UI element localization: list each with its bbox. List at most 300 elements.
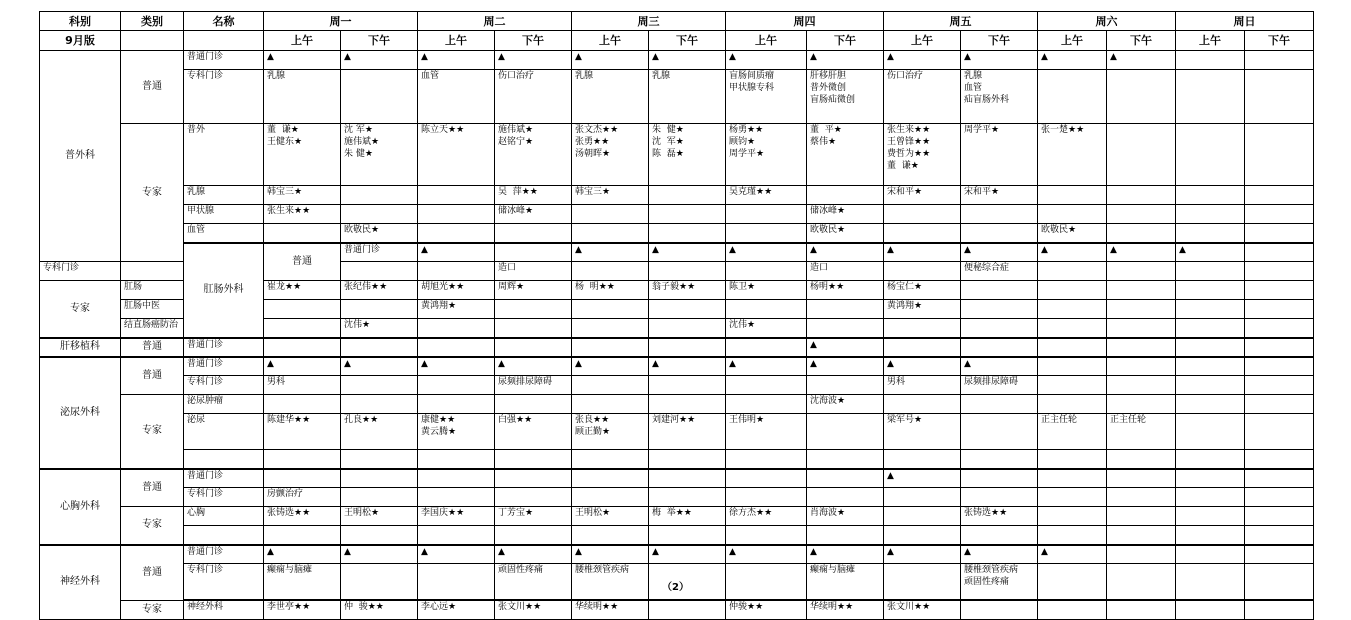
schedule-cell [726,224,807,243]
schedule-cell [264,526,341,545]
schedule-cell [649,262,726,281]
schedule-cell [649,186,726,205]
schedule-cell [884,319,961,338]
schedule-cell [1245,601,1314,620]
schedule-cell [884,224,961,243]
header-am: 上午 [418,31,495,51]
schedule-cell [264,395,341,414]
schedule-cell: ▲ [264,545,341,564]
schedule-cell: ▲ [341,51,418,70]
schedule-cell: 欧敬民★ [807,224,884,243]
schedule-cell: 胡旭光★★ [418,281,495,300]
schedule-cell [649,450,726,469]
schedule-cell: 吴克瑾★★ [726,186,807,205]
schedule-cell: 韩宝三★ [264,186,341,205]
clinic-name-cell: 肛肠中医 [121,300,184,319]
schedule-cell [807,414,884,450]
schedule-cell: 周辉★ [495,281,572,300]
category-cell: 普通 [121,469,184,507]
table-row [40,224,1314,243]
schedule-cell [341,526,418,545]
category-cell: 专家 [121,601,184,620]
schedule-cell: ▲ [884,545,961,564]
clinic-name-cell: 专科门诊 [184,70,264,124]
clinic-name-cell: 普通门诊 [184,338,264,357]
header-day-tue: 周二 [418,12,572,31]
schedule-cell [1038,376,1107,395]
schedule-cell [726,450,807,469]
schedule-cell [1038,262,1107,281]
schedule-cell [726,376,807,395]
schedule-cell: 徐方杰★★ [726,507,807,526]
schedule-cell [649,300,726,319]
schedule-cell [807,376,884,395]
header-pm: 下午 [961,31,1038,51]
schedule-cell: 白强★★ [495,414,572,450]
schedule-cell [1038,488,1107,507]
schedule-cell [807,186,884,205]
clinic-name-cell: 普通门诊 [184,357,264,376]
schedule-cell [1245,262,1314,281]
schedule-cell: 崔龙★★ [264,281,341,300]
schedule-cell: ▲ [961,51,1038,70]
schedule-cell [1107,376,1176,395]
schedule-cell [1038,450,1107,469]
schedule-cell [1176,601,1245,620]
schedule-cell [1176,205,1245,224]
schedule-cell [572,526,649,545]
schedule-cell [1107,205,1176,224]
schedule-cell: ▲ [726,51,807,70]
schedule-cell [1245,186,1314,205]
schedule-cell: 乳腺 [572,70,649,124]
category-cell: 普通 [121,357,184,395]
schedule-cell [884,488,961,507]
schedule-cell: 张文杰★★ 张勇★★ 汤朝晖★ [572,124,649,186]
schedule-cell [1038,186,1107,205]
schedule-cell: 黄鸿翔★ [884,300,961,319]
schedule-cell [1176,357,1245,376]
schedule-cell [807,526,884,545]
schedule-cell [1107,70,1176,124]
header-day-sat: 周六 [1038,12,1176,31]
schedule-cell: 宋和平★ [961,186,1038,205]
schedule-cell: 张良★★ 顾正勤★ [572,414,649,450]
schedule-cell [1176,450,1245,469]
schedule-cell: 杨明★★ [807,281,884,300]
schedule-cell [649,469,726,488]
table-row [40,488,1314,507]
schedule-cell: ▲ [1038,545,1107,564]
category-cell: 普通 [121,338,184,357]
category-cell: 普通 [264,243,341,281]
schedule-cell [341,395,418,414]
table-row [40,357,1314,376]
table-row [40,205,1314,224]
schedule-cell: ▲ [1176,243,1245,262]
schedule-cell [1107,186,1176,205]
schedule-cell: 沈海波★ [807,395,884,414]
department-cell: 普外科 [40,51,121,262]
schedule-cell [961,281,1038,300]
schedule-cell: 康健★★ 黄云腾★ [418,414,495,450]
table-row [40,526,1314,545]
schedule-cell [495,319,572,338]
schedule-cell [418,395,495,414]
schedule-cell [341,262,418,281]
schedule-cell: ▲ [418,545,495,564]
header-day-fri: 周五 [884,12,1038,31]
category-cell: 专家 [40,281,121,338]
schedule-cell: ▲ [726,545,807,564]
schedule-cell [1176,414,1245,450]
schedule-cell: ▲ [418,243,495,262]
schedule-cell: ▲ [961,357,1038,376]
schedule-cell: 张生来★★ [264,205,341,224]
schedule-cell: 张纪伟★★ [341,281,418,300]
schedule-cell [1038,357,1107,376]
schedule-cell [726,262,807,281]
schedule-cell [572,262,649,281]
schedule-cell [807,300,884,319]
table-row [40,70,1314,124]
schedule-cell [1107,224,1176,243]
schedule-cell: 华续明★★ [807,601,884,620]
schedule-cell: ▲ [1107,243,1176,262]
schedule-cell [1038,601,1107,620]
schedule-cell: ▲ [572,357,649,376]
schedule-cell [1176,186,1245,205]
schedule-cell [884,526,961,545]
schedule-cell: ▲ [649,243,726,262]
schedule-cell: 便秘综合症 [961,262,1038,281]
header-day-thu: 周四 [726,12,884,31]
schedule-cell [418,526,495,545]
schedule-cell [884,450,961,469]
schedule-cell [495,395,572,414]
schedule-cell [418,469,495,488]
schedule-cell [495,450,572,469]
schedule-cell: 翁子毅★★ [649,281,726,300]
schedule-cell: 乳腺 [264,70,341,124]
table-row [40,124,1314,186]
header-pm: 下午 [807,31,884,51]
schedule-cell [1245,51,1314,70]
schedule-cell [572,450,649,469]
schedule-cell [1107,450,1176,469]
schedule-cell: ▲ [264,357,341,376]
schedule-cell: 张铸选★★ [961,507,1038,526]
schedule-cell [1038,526,1107,545]
schedule-cell: ▲ [495,357,572,376]
clinic-name-cell [184,450,264,469]
schedule-cell: 储冰峰★ [495,205,572,224]
schedule-cell [1107,338,1176,357]
department-cell: 泌尿外科 [40,357,121,469]
schedule-cell: ▲ [961,243,1038,262]
schedule-cell: 伤口治疗 [884,70,961,124]
schedule-cell [495,224,572,243]
header-day-sun: 周日 [1176,12,1314,31]
schedule-cell [1038,205,1107,224]
schedule-cell [961,601,1038,620]
schedule-cell [1245,488,1314,507]
schedule-cell: 张生来★★ 王曾锋★★ 费哲为★★ 董 谦★ [884,124,961,186]
schedule-table [39,11,1314,620]
schedule-cell: 孔良★★ [341,414,418,450]
schedule-cell: 仲 骏★★ [341,601,418,620]
schedule-cell: 欧敬民★ [1038,224,1107,243]
header-blank [184,31,264,51]
schedule-cell: 血管 [418,70,495,124]
schedule-cell [1245,414,1314,450]
schedule-cell [1038,319,1107,338]
schedule-cell [961,300,1038,319]
schedule-cell: 张文川★★ [884,601,961,620]
table-row [40,414,1314,450]
schedule-cell [1245,124,1314,186]
department-cell: 肛肠外科 [184,243,264,338]
header-am: 上午 [1038,31,1107,51]
schedule-cell [649,601,726,620]
schedule-cell [884,338,961,357]
schedule-cell [264,338,341,357]
page-number: （2） [662,582,689,593]
schedule-cell: ▲ [807,545,884,564]
schedule-cell [1245,545,1314,564]
schedule-cell [264,450,341,469]
schedule-cell [264,469,341,488]
schedule-cell [961,224,1038,243]
header-am: 上午 [884,31,961,51]
schedule-cell [341,450,418,469]
schedule-cell: 腰椎颈管疾病 顽固性疼痛 [961,564,1038,600]
header-pm: 下午 [341,31,418,51]
schedule-cell: 杨 明★★ [572,281,649,300]
department-cell: 肝移植科 [40,338,121,357]
schedule-cell [495,243,572,262]
schedule-cell [1176,319,1245,338]
schedule-cell [1176,70,1245,124]
schedule-cell: ▲ [649,545,726,564]
schedule-cell [1176,338,1245,357]
category-cell: 专家 [121,507,184,545]
schedule-cell [1245,300,1314,319]
clinic-name-cell: 普通门诊 [184,469,264,488]
schedule-cell: 宋和平★ [884,186,961,205]
schedule-cell [1176,395,1245,414]
schedule-cell: ▲ [884,357,961,376]
schedule-cell [572,469,649,488]
schedule-cell: ▲ [1107,51,1176,70]
clinic-name-cell: 结直肠癌防治 [121,319,184,338]
schedule-cell [341,469,418,488]
schedule-cell [1245,281,1314,300]
schedule-cell [1107,395,1176,414]
schedule-cell: 乳腺 [649,70,726,124]
schedule-cell [649,224,726,243]
schedule-cell [961,205,1038,224]
schedule-cell [884,262,961,281]
schedule-cell [1245,338,1314,357]
schedule-cell [807,450,884,469]
table-row [40,338,1314,357]
schedule-cell [418,488,495,507]
schedule-cell: 张文川★★ [495,601,572,620]
schedule-cell: 黄鸿翔★ [418,300,495,319]
schedule-cell: 仲骏★★ [726,601,807,620]
header-pm: 下午 [1107,31,1176,51]
schedule-cell [495,488,572,507]
schedule-cell [1107,357,1176,376]
schedule-cell [961,450,1038,469]
schedule-cell: 沈 军★ 施伟斌★ 朱 健★ [341,124,418,186]
schedule-cell [418,450,495,469]
clinic-name-cell: 专科门诊 [40,262,121,281]
clinic-name-cell: 泌尿肿瘤 [184,395,264,414]
clinic-name-cell: 心胸 [184,507,264,526]
schedule-cell [649,488,726,507]
schedule-cell [495,526,572,545]
table-row [40,545,1314,564]
schedule-cell [1107,469,1176,488]
schedule-cell [1038,70,1107,124]
schedule-cell [961,414,1038,450]
schedule-cell: 欧敬民★ [341,224,418,243]
clinic-name-cell: 普外 [184,124,264,186]
clinic-name-cell: 乳腺 [184,186,264,205]
schedule-cell [726,205,807,224]
schedule-cell [884,507,961,526]
schedule-cell [1107,300,1176,319]
schedule-cell [572,319,649,338]
table-row [40,601,1314,620]
schedule-cell: 陈立天★★ [418,124,495,186]
schedule-cell [341,338,418,357]
schedule-cell [1245,376,1314,395]
schedule-cell: ▲ [726,357,807,376]
schedule-cell [1245,469,1314,488]
schedule-cell: 华续明★★ [572,601,649,620]
schedule-cell [341,488,418,507]
schedule-cell [1245,70,1314,124]
schedule-cell [807,469,884,488]
schedule-cell [341,376,418,395]
schedule-cell: ▲ [418,357,495,376]
schedule-cell: ▲ [807,243,884,262]
schedule-cell [341,186,418,205]
schedule-cell [726,300,807,319]
clinic-name-cell: 肛肠 [121,281,184,300]
schedule-cell: 刘建河★★ [649,414,726,450]
schedule-cell [1176,300,1245,319]
schedule-cell [418,205,495,224]
schedule-cell [264,319,341,338]
table-row [40,507,1314,526]
schedule-cell [1176,281,1245,300]
header-am: 上午 [1176,31,1245,51]
schedule-cell [1038,300,1107,319]
schedule-cell: 吴 萍★★ [495,186,572,205]
schedule-cell [341,205,418,224]
schedule-cell: ▲ [418,51,495,70]
schedule-cell [961,395,1038,414]
schedule-cell: ▲ [726,243,807,262]
schedule-cell [572,300,649,319]
schedule-cell: 李世亭★★ [264,601,341,620]
schedule-cell [1107,526,1176,545]
schedule-cell [264,300,341,319]
schedule-cell: 陈卫★ [726,281,807,300]
schedule-cell: 施伟斌★ 赵铭宁★ [495,124,572,186]
edition-label: 9月版 [40,31,121,51]
schedule-cell [726,338,807,357]
header-am: 上午 [572,31,649,51]
header-am: 上午 [264,31,341,51]
header-am: 上午 [726,31,807,51]
schedule-cell [884,395,961,414]
schedule-cell: 癫痫与脑瘫 [264,564,341,600]
schedule-cell [1107,124,1176,186]
schedule-cell [1245,507,1314,526]
schedule-cell [418,338,495,357]
schedule-cell [1038,281,1107,300]
schedule-cell [1245,319,1314,338]
schedule-cell [572,205,649,224]
header-pm: 下午 [1245,31,1314,51]
schedule-cell [1176,262,1245,281]
schedule-cell [726,469,807,488]
clinic-name-cell: 泌尿 [184,414,264,450]
schedule-cell [961,338,1038,357]
schedule-cell [418,224,495,243]
clinic-name-cell: 血管 [184,224,264,243]
schedule-cell: 男科 [884,376,961,395]
category-cell: 专家 [121,395,184,469]
clinic-name-cell: 甲状腺 [184,205,264,224]
schedule-cell [1107,319,1176,338]
schedule-cell [884,205,961,224]
schedule-cell [807,488,884,507]
schedule-cell: ▲ [264,51,341,70]
schedule-cell: 男科 [264,376,341,395]
schedule-cell: 沈伟★ [341,319,418,338]
schedule-cell: 造口 [495,262,572,281]
schedule-cell: 陈建华★★ [264,414,341,450]
schedule-cell [649,338,726,357]
department-cell: 心胸外科 [40,469,121,545]
schedule-cell [1245,357,1314,376]
department-cell: 神经外科 [40,545,121,620]
schedule-cell [1107,281,1176,300]
schedule-cell: 正主任轮 [1038,414,1107,450]
schedule-cell: 盲肠间质瘤 甲状腺专科 [726,70,807,124]
category-cell: 普通 [121,545,184,601]
schedule-cell: 杨宝仁★ [884,281,961,300]
schedule-cell: 房颤治疗 [264,488,341,507]
schedule-cell: 正主任轮 [1107,414,1176,450]
header-pm: 下午 [649,31,726,51]
clinic-name-cell: 普通门诊 [184,51,264,70]
schedule-cell [1038,338,1107,357]
category-cell: 普通 [121,51,184,124]
schedule-cell: ▲ [649,357,726,376]
schedule-cell: ▲ [495,51,572,70]
schedule-cell: 朱 健★ 沈 军★ 陈 磊★ [649,124,726,186]
schedule-cell: 王明松★ [341,507,418,526]
schedule-cell [572,376,649,395]
schedule-cell [418,186,495,205]
